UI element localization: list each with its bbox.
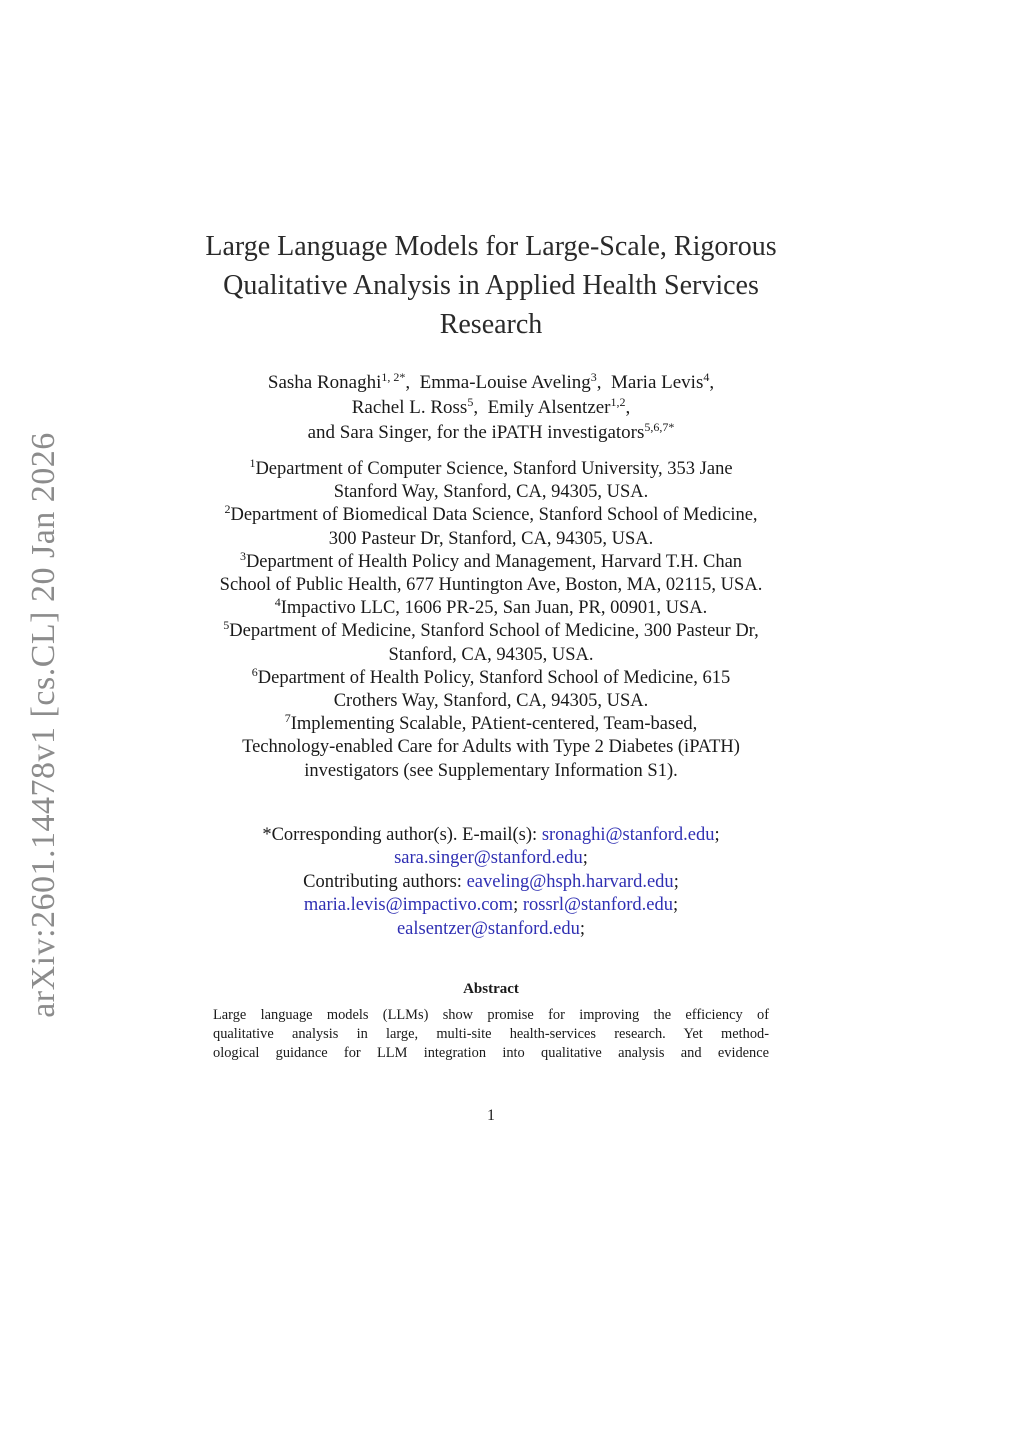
abstract-line: qualitative analysis in large, multi-site health-services research. Yet method- [213, 1026, 769, 1042]
email-link-ealsentzer[interactable]: ealsentzer@stanford.edu [396, 918, 580, 939]
email-link-eaveling[interactable]: eaveling@hsph.harvard.edu [466, 871, 674, 892]
author-list [180, 370, 802, 445]
abstract-body [213, 1006, 769, 1063]
affiliation-line: $^3$Department of Health Policy and Management, Harvard T.H. Chan [239, 548, 743, 572]
affiliation-number: 1 [249, 456, 256, 470]
affiliation-line: $^7$Implementing Scalable, PAtient-centered, Team-based, [284, 711, 698, 735]
affiliation-number: 3 [239, 548, 246, 563]
affiliation-line: Stanford, CA, 94305, USA. [388, 644, 594, 665]
author-line-2: Rachel L. Ross$^5$, Emily Alsentzer$^{1,2}$, [351, 395, 631, 418]
contact-line-3: Contributing authors: eaveling@hsph.harvard.edu; [303, 871, 679, 892]
abstract-line: ological guidance for LLM integration into qualitative analysis and evidence [213, 1045, 769, 1061]
page-number: 1 [487, 1107, 495, 1124]
email-link-sara-singer[interactable]: sara.singer@stanford.edu [394, 848, 583, 869]
contact-emails-block [180, 824, 802, 941]
author-affil-sup: 3 [590, 370, 597, 384]
author-line-3 [180, 420, 802, 445]
contributing-label: Contributing authors: [303, 871, 462, 892]
affiliation-line: $^2$Department of Biomedical Data Science, Stanford School of Medicine, [224, 502, 758, 526]
author-name: Emma-Louise Aveling [419, 372, 591, 393]
affiliation-line: Crothers Way, Stanford, CA, 94305, USA. [333, 691, 649, 712]
author-affil-sup: 4 [703, 370, 710, 384]
author-name: Maria Levis [611, 372, 704, 393]
author-line-1: Sasha Ronaghi$^{1, 2*}$, Emma-Louise Aveling$^3$, Maria Levis$^4$, [267, 370, 715, 393]
affiliation-line: $^6$Department of Health Policy, Stanford School of Medicine, 615 [251, 664, 731, 688]
title-line-3: Research [439, 309, 543, 340]
affiliation-line: School of Public Health, 677 Huntington Ave, Boston, MA, 02115, USA. [219, 575, 763, 596]
contact-line-1: *Corresponding author(s). E-mail(s): sronaghi@stanford.edu; [262, 825, 720, 845]
title-line-1: Large Language Models for Large-Scale, Rigorous [205, 231, 777, 262]
paper-title [180, 227, 802, 344]
author-affil-sup: 5 [467, 395, 474, 409]
author-name: Sasha Ronaghi [267, 372, 382, 393]
affiliation-line: $^4$Impactivo LLC, 1606 PR-25, San Juan, PR, 00901, USA. [274, 595, 708, 619]
author-name: and Sara Singer, for the iPATH investigators [307, 422, 645, 443]
author-affil-sup: 1,2 [610, 395, 626, 409]
contact-line-2: sara.singer@stanford.edu; [394, 848, 588, 869]
affiliation-line: 300 Pasteur Dr, Stanford, CA, 94305, USA. [328, 528, 654, 549]
abstract-line: Large language models (LLMs) show promise for improving the efficiency of [213, 1007, 769, 1023]
author-name: Rachel L. Ross [351, 397, 468, 418]
affiliation-number: 5 [223, 618, 230, 633]
author-name: Emily Alsentzer [487, 397, 611, 418]
affiliation-line: Technology-enabled Care for Adults with Type 2 Diabetes (iPATH) [242, 737, 740, 758]
abstract-heading: Abstract [463, 981, 519, 997]
affiliation-number: 4 [274, 595, 281, 610]
affiliations-block [180, 458, 802, 783]
affiliation-line: Stanford Way, Stanford, CA, 94305, USA. [333, 482, 649, 503]
affiliation-line: $^1$Department of Computer Science, Stanford University, 353 Jane [249, 456, 733, 479]
affiliation-number: 2 [224, 502, 231, 517]
contact-line-5: ealsentzer@stanford.edu; [396, 918, 586, 939]
author-affil-sup: 5,6,7* [644, 420, 675, 434]
arxiv-identifier-stamp: arXiv:2601.14478v1 [cs.CL] 20 Jan 2026 [25, 432, 62, 1018]
corresponding-label: *Corresponding author(s). E-mail(s): [262, 825, 538, 845]
affiliation-number: 7 [284, 711, 291, 726]
affiliation-line: $^5$Department of Medicine, Stanford School of Medicine, 300 Pasteur Dr, [223, 618, 759, 642]
email-link-sronaghi[interactable]: sronaghi@stanford.edu [541, 825, 715, 845]
affiliation-line: investigators (see Supplementary Information S1). [304, 760, 678, 781]
email-link-rossrl[interactable]: rossrl@stanford.edu [522, 895, 673, 916]
email-link-maria-levis[interactable]: maria.levis@impactivo.com [303, 895, 514, 916]
author-affil-sup: 1, 2* [381, 370, 406, 384]
title-line-2: Qualitative Analysis in Applied Health Services [223, 270, 759, 301]
affiliation-number: 6 [251, 664, 258, 679]
contact-line-4: maria.levis@impactivo.com; rossrl@stanford.edu; [303, 895, 679, 916]
